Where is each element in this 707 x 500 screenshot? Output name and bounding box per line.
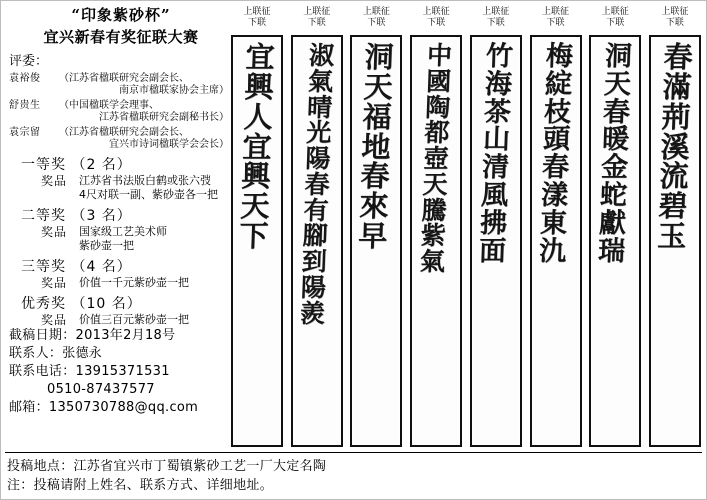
judge-name: 舒贵生 — [9, 100, 41, 111]
couplet-column — [587, 7, 643, 447]
couplet-text-inner — [651, 40, 699, 254]
poster-title-line2: 宜兴新春有奖征联大赛 — [43, 28, 199, 46]
couplet-text: 竹海茶山清風拂面 — [478, 41, 514, 267]
prize-value-line: 价值三百元紫砂壶一把 — [79, 313, 189, 326]
couplet-text-inner — [352, 40, 400, 254]
judge-name: 袁宗留 — [9, 127, 41, 138]
prize-value-line: 紫砂壶一把 — [79, 239, 134, 252]
couplet-column — [348, 7, 404, 447]
judge-role-line: （江苏省楹联研究会副会长、 — [59, 127, 189, 138]
prize-value-line: 江苏省书法版白鹤或张六弢 — [79, 174, 211, 187]
contact-person-line: 联系人：张德永 — [9, 346, 103, 361]
judge-roles — [59, 73, 235, 97]
couplet-head-label: 上联征下联 — [661, 7, 689, 28]
judge-role-line: （中国楹联学会理事、 — [59, 100, 159, 111]
judge-role-line: 南京市楹联家协会主席） — [119, 85, 229, 96]
couplet-scroll — [649, 35, 701, 447]
poster-title-line1: “印象紫砂杯” — [71, 6, 171, 24]
couplet-text-inner — [472, 43, 520, 265]
prize-value-line: 国家级工艺美术师 — [79, 225, 167, 238]
couplet-panels — [229, 7, 703, 447]
couplet-text-inner — [293, 43, 341, 326]
left-column — [7, 5, 235, 417]
couplet-scroll — [530, 35, 582, 447]
couplet-column — [408, 7, 464, 447]
couplet-text: 洞天福地春來早 — [358, 40, 395, 254]
prize-label: 奖品 — [41, 313, 68, 327]
couplet-scroll — [410, 35, 462, 447]
judge-role-line: （江苏省楹联研究会副会长、 — [59, 73, 189, 84]
couplet-head-label: 上联征下联 — [422, 7, 450, 28]
prize-values — [79, 313, 189, 327]
couplet-text: 洞天春暖金蛇獻瑞 — [597, 41, 633, 267]
couplet-text-inner — [233, 40, 281, 254]
contact-email-line[interactable]: 邮箱：1350730788@qq.com — [9, 400, 199, 415]
couplet-text: 宜興人宜興天下 — [238, 40, 276, 254]
prize-title: 一等奖 （2 名） — [21, 157, 132, 173]
deadline-line: 截稿日期：2013年2月18号 — [9, 328, 176, 343]
couplet-head-label: 上联征下联 — [362, 7, 390, 28]
contact-phone-line: 联系电话：13915371531 — [9, 364, 170, 379]
couplet-scroll — [291, 35, 343, 447]
judge-entry — [9, 100, 235, 124]
couplet-text: 梅綻枝頭春漾東氿 — [538, 41, 573, 267]
couplet-head-label: 上联征下联 — [482, 7, 510, 28]
prize-label: 奖品 — [41, 174, 68, 188]
couplet-column — [528, 7, 584, 447]
couplet-column — [229, 7, 285, 447]
prize-detail — [41, 313, 235, 327]
horizontal-divider — [5, 452, 702, 453]
judge-roles — [59, 100, 235, 124]
footer-note: 注：投稿请附上姓名、联系方式、详细地址。 — [7, 478, 274, 493]
couplet-scroll — [350, 35, 402, 447]
judges-label: 评委： — [9, 54, 49, 69]
judge-role-line: 江苏省楹联研究会副秘书长） — [99, 112, 229, 123]
judge-roles — [59, 127, 235, 151]
footer-address: 投稿地点：江苏省宜兴市丁蜀镇紫砂工艺一厂大定名陶 — [7, 459, 327, 474]
couplet-head-label: 上联征下联 — [542, 7, 570, 28]
contact-phone-alt-line: 0510-87437577 — [47, 382, 155, 397]
couplet-text-inner — [412, 43, 460, 275]
prize-detail — [41, 225, 235, 253]
prize-label: 奖品 — [41, 225, 68, 239]
prize-value-line: 价值一千元紫砂壶一把 — [79, 276, 189, 289]
couplet-text: 中國陶都壺天騰紫氣 — [419, 41, 453, 276]
judge-entry — [9, 127, 235, 151]
prize-values — [79, 225, 167, 253]
couplet-text-inner — [532, 43, 580, 265]
couplet-column — [647, 7, 703, 447]
footer-block — [7, 457, 701, 495]
prize-values — [79, 276, 189, 290]
couplet-column — [468, 7, 524, 447]
prize-detail — [41, 174, 235, 202]
prize-label: 奖品 — [41, 276, 68, 290]
couplet-scroll — [470, 35, 522, 447]
couplet-head-label: 上联征下联 — [303, 7, 331, 28]
judge-entry — [9, 73, 235, 97]
couplet-text: 淑氣晴光陽春有腳到陽羨 — [299, 41, 335, 328]
couplet-head-label: 上联征下联 — [243, 7, 271, 28]
prize-values — [79, 174, 218, 202]
couplet-scroll — [589, 35, 641, 447]
couplet-text-inner — [591, 43, 639, 265]
couplet-text: 春滿荊溪流碧玉 — [656, 40, 694, 254]
prize-detail — [41, 276, 235, 290]
couplet-head-label: 上联征下联 — [601, 7, 629, 28]
prize-title: 三等奖 （4 名） — [21, 259, 132, 275]
couplet-scroll — [231, 35, 283, 447]
prize-title: 优秀奖 （10 名） — [21, 296, 142, 312]
judge-name: 袁裕俊 — [9, 73, 41, 84]
prize-title: 二等奖 （3 名） — [21, 208, 132, 224]
couplet-column — [289, 7, 345, 447]
judge-role-line: 宜兴市诗词楹联学会会长） — [109, 139, 229, 150]
prize-value-line: 4尺对联一副、紫砂壶各一把 — [79, 188, 218, 201]
